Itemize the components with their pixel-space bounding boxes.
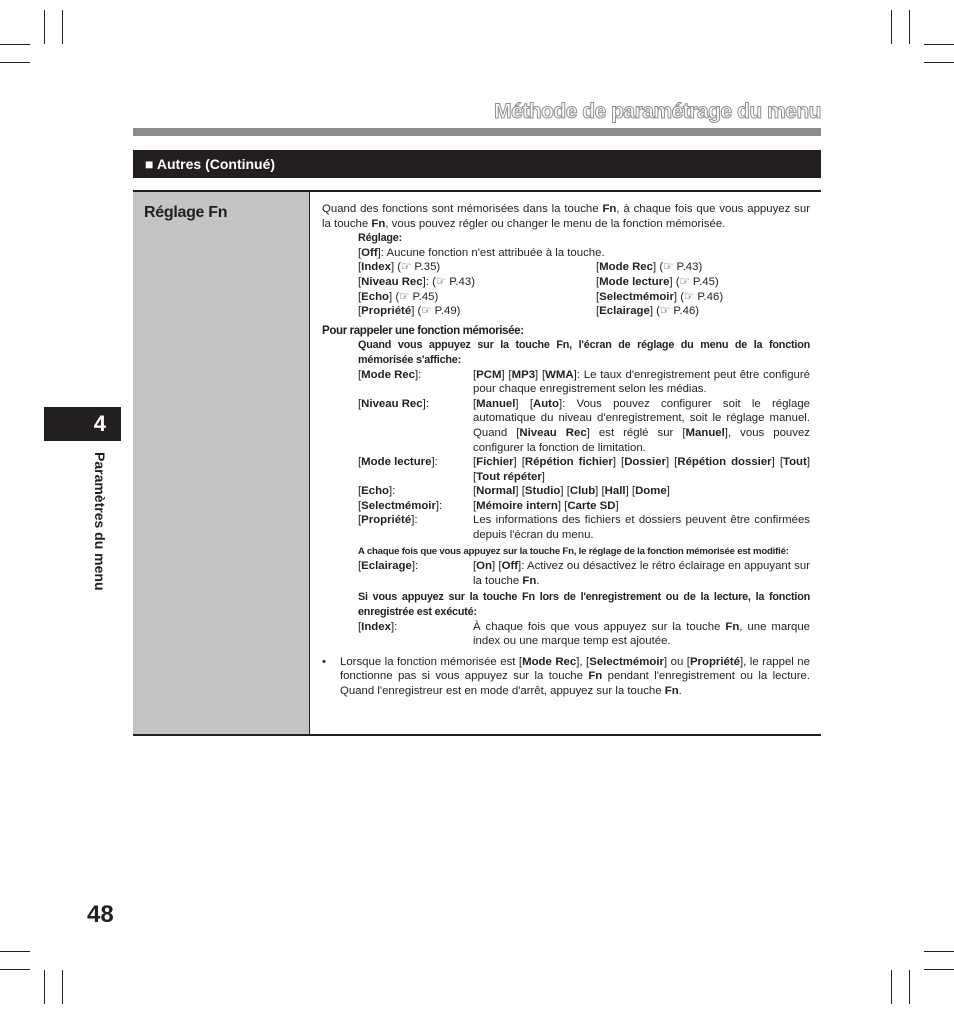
setting-key: [Propriété]: (358, 514, 418, 527)
setting-key: [Mode lecture]: (358, 456, 438, 469)
recall-title: Pour rappeler une fonction mémorisée: (322, 323, 524, 337)
setting-row (358, 559, 810, 588)
crop-mark (62, 970, 63, 1004)
reference-cell: [Selectmémoir] (☞ P.46) (596, 290, 724, 303)
crop-mark (909, 10, 910, 44)
chapter-tab: 4 (44, 407, 121, 441)
reference-row (358, 290, 810, 305)
setting-row (358, 368, 810, 397)
square-bullet-icon: ■ (145, 156, 154, 172)
reference-row (358, 260, 810, 275)
section-label: Autres (Continué) (156, 156, 276, 172)
setting-row (358, 620, 810, 649)
setting-key: [Niveau Rec]: (358, 397, 429, 410)
index-row (358, 620, 810, 649)
section-bar (133, 150, 821, 178)
crop-mark (0, 62, 30, 63)
crop-mark (0, 951, 30, 952)
chapter-label: Paramètres du menu (92, 452, 108, 591)
crop-mark (44, 10, 45, 44)
off-line: [Off]: Aucune fonction n'est attribuée à la touche. (358, 246, 605, 259)
reglage-block (322, 231, 810, 319)
setting-value: [Manuel] [Auto]: Vous pouvez configurer soit le réglage automatique du niveau d'enregistrement, soit le réglage manuel. Quand [Niveau Rec] est réglé sur [Manuel], vous pouvez configurer la fonction de limitation. (473, 397, 811, 454)
setting-value: [Normal] [Studio] [Club] [Hall] [Dome] (473, 485, 670, 498)
reference-cell: [Eclairage] (☞ P.46) (596, 305, 700, 318)
eclairage-row (358, 559, 810, 588)
crop-mark (0, 44, 30, 45)
reference-cell: [Niveau Rec]: (☞ P.43) (358, 275, 476, 288)
setting-row (358, 455, 810, 484)
table-label-column (133, 192, 310, 734)
setting-key: [Selectmémoir]: (358, 499, 443, 512)
crop-mark (44, 970, 45, 1004)
crop-mark (891, 10, 892, 44)
note-modified: A chaque fois que vous appuyez sur la touche Fn, le réglage de la fonction mémorisée est modifié: (358, 545, 789, 557)
setting-key: [Index]: (358, 620, 398, 633)
settings-rows (358, 368, 810, 543)
reference-row (358, 275, 810, 290)
intro-paragraph: Quand des fonctions sont mémorisées dans la touche Fn, à chaque fois que vous appuyez sur la touche Fn, vous pouvez régler ou changer le menu de la fonction mémorisée. (322, 203, 810, 230)
settings-table (133, 190, 821, 736)
setting-value: Les informations des fichiers et dossiers peuvent être confirmées depuis l'écran du menu. (473, 514, 810, 542)
crop-mark (924, 969, 954, 970)
setting-key: [Eclairage]: (358, 560, 419, 573)
crop-mark (0, 969, 30, 970)
recall-block (322, 338, 810, 648)
reference-rows (358, 260, 810, 318)
setting-value: [Mémoire intern] [Carte SD] (473, 499, 619, 512)
reference-cell: [Mode lecture] (☞ P.45) (596, 275, 719, 288)
setting-row (358, 499, 810, 514)
note-bullet (322, 655, 810, 699)
note-executed: Si vous appuyez sur la touche Fn lors de l'enregistrement ou de la lecture, la fonction enregistrée est exécuté: (358, 591, 810, 619)
reference-cell: [Echo] (☞ P.45) (358, 290, 439, 303)
setting-key: [Echo]: (358, 485, 396, 498)
reference-row (358, 304, 810, 319)
page-number: 48 (87, 901, 114, 928)
header-rule (133, 128, 821, 136)
reference-cell: [Propriété] (☞ P.49) (358, 305, 461, 318)
crop-mark (924, 951, 954, 952)
crop-mark (909, 970, 910, 1004)
setting-row (358, 397, 810, 455)
reglage-label: Réglage: (358, 232, 402, 245)
table-content-column (322, 202, 810, 699)
setting-value: À chaque fois que vous appuyez sur la touche Fn, une marque index ou une marque temp est ajoutée. (473, 620, 810, 648)
setting-value: [Fichier] [Répétion fichier] [Dossier] [Répétion dossier] [Tout] [Tout répéter] (473, 456, 810, 483)
crop-mark (924, 62, 954, 63)
setting-row (358, 484, 810, 499)
reference-cell: [Index] (☞ P.35) (358, 261, 441, 274)
bullet-text: Lorsque la fonction mémorisée est [Mode Rec], [Selectmémoir] ou [Propriété], le rappel ne fonctionne pas si vous appuyez sur la touche Fn pendant l'enregistrement ou la lecture. Quand l'enregistreur est en mode d'arrêt, appuyez sur la touche Fn. (340, 655, 810, 697)
setting-key: [Mode Rec]: (358, 368, 422, 381)
table-heading: Réglage Fn (144, 204, 228, 221)
crop-mark (62, 10, 63, 44)
crop-mark (924, 44, 954, 45)
reference-cell: [Mode Rec] (☞ P.43) (596, 261, 703, 274)
page-header-title: Méthode de paramétrage du menu (494, 100, 821, 123)
setting-value: [PCM] [MP3] [WMA]: Le taux d'enregistrement peut être configuré pour chaque enregistrement selon les médias. (473, 368, 810, 396)
setting-row (358, 513, 810, 542)
setting-value: [On] [Off]: Activez ou désactivez le rétro éclairage en appuyant sur la touche Fn. (473, 560, 810, 587)
bullet-icon: • (322, 655, 326, 668)
crop-mark (891, 970, 892, 1004)
recall-intro: Quand vous appuyez sur la touche Fn, l'écran de réglage du menu de la fonction mémorisée s'affiche: (358, 339, 810, 366)
